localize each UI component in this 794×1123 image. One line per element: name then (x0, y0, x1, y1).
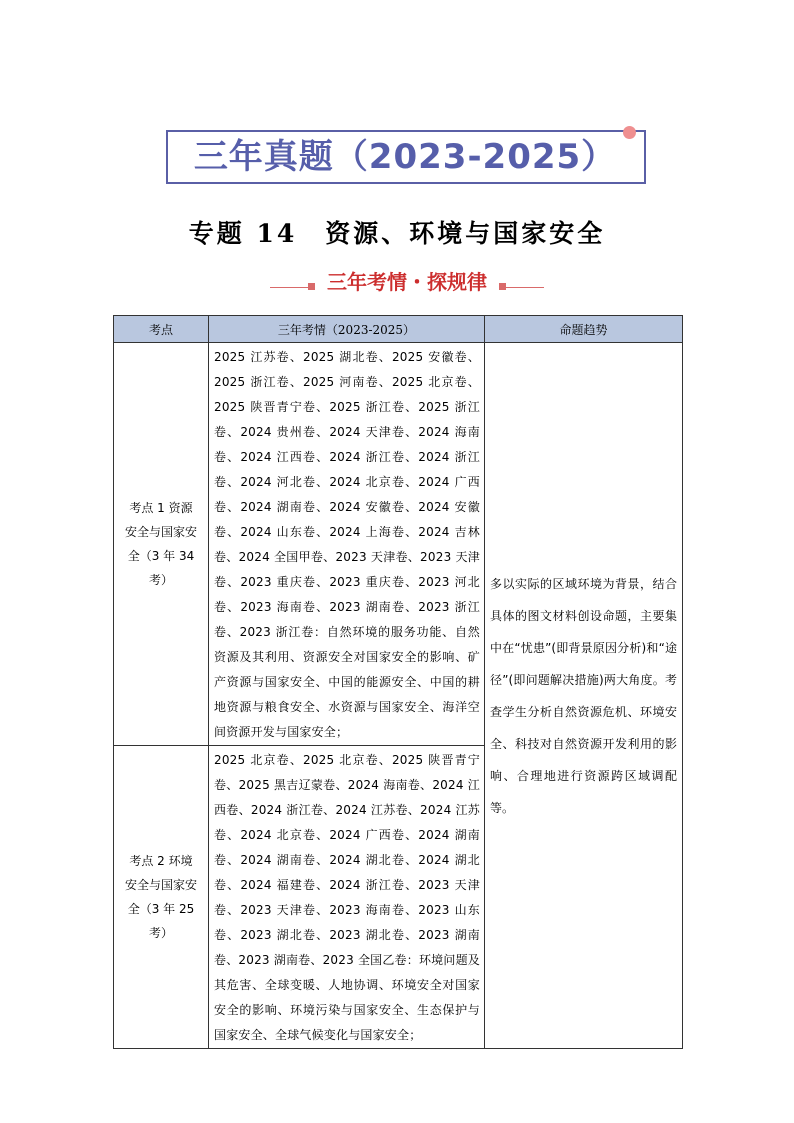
header-exams: 三年考情（2023-2025） (209, 316, 485, 343)
header-trend: 命题趋势 (485, 316, 683, 343)
header-topic: 考点 (114, 316, 209, 343)
exams-cell: 2025 江苏卷、2025 湖北卷、2025 安徽卷、2025 浙江卷、2025 河南卷、2025 北京卷、2025 陕晋青宁卷、2025 浙江卷、2025 浙江卷、2024 贵州卷、2024 天津卷、2024 海南卷、2024 江西卷、2024 浙江卷、2024 浙江卷、2024 河北卷、2024 北京卷、2024 广西卷、2024 湖南卷、2024 安徽卷、2024 安徽卷、2024 山东卷、2024 上海卷、2024 吉林卷、2024 全国甲卷、2023 天津卷、2023 天津卷、2023 重庆卷、2023 重庆卷、2023 河北卷、2023 海南卷、2023 湖南卷、2023 浙江卷、2023 浙江卷：自然环境的服务功能、自然资源及其利用、资源安全对国家安全的影响、矿产资源与国家安全、中国的能源安全、中国的耕地资源与粮食安全、水资源与国家安全、海洋空间资源开发与国家安全； (209, 343, 485, 746)
section-heading (268, 268, 546, 296)
heading-line-left (270, 287, 308, 288)
section-heading-text: 三年考情・探规律 (327, 270, 487, 294)
title-banner (166, 130, 644, 186)
exams-cell: 2025 北京卷、2025 北京卷、2025 陕晋青宁卷、2025 黑吉辽蒙卷、2024 海南卷、2024 江西卷、2024 浙江卷、2024 江苏卷、2024 江苏卷、2024 北京卷、2024 广西卷、2024 湖南卷、2024 湖南卷、2024 湖北卷、2024 湖北卷、2024 福建卷、2024 浙江卷、2023 天津卷、2023 天津卷、2023 海南卷、2023 山东卷、2023 湖北卷、2023 湖北卷、2023 湖南卷、2023 湖南卷、2023 全国乙卷：环境问题及其危害、全球变暖、人地协调、环境安全对国家安全的影响、环境污染与国家安全、生态保护与国家安全、全球气候变化与国家安全； (209, 746, 485, 1049)
exam-analysis-table (113, 315, 683, 1049)
topic-cell: 考点 2 环境安全与国家安全（3 年 25 考） (114, 746, 209, 1049)
banner-dot (623, 126, 636, 139)
table-row (114, 343, 683, 746)
trend-cell: 多以实际的区域环境为背景，结合具体的图文材料创设命题，主要集中在“忧患”(即背景原因分析)和“途径”(即问题解决措施)两大角度。考查学生分析自然资源危机、环境安全、科技对自然资源开发利用的影响、合理地进行资源跨区域调配等。 (485, 343, 683, 1049)
heading-line-right (506, 287, 544, 288)
heading-square-right (499, 283, 506, 290)
topic-cell: 考点 1 资源安全与国家安全（3 年 34 考） (114, 343, 209, 746)
heading-square-left (308, 283, 315, 290)
banner-title: 三年真题（2023-2025） (193, 137, 617, 177)
document-title: 专题 14 资源、环境与国家安全 (188, 219, 606, 248)
table-header-row (114, 316, 683, 343)
